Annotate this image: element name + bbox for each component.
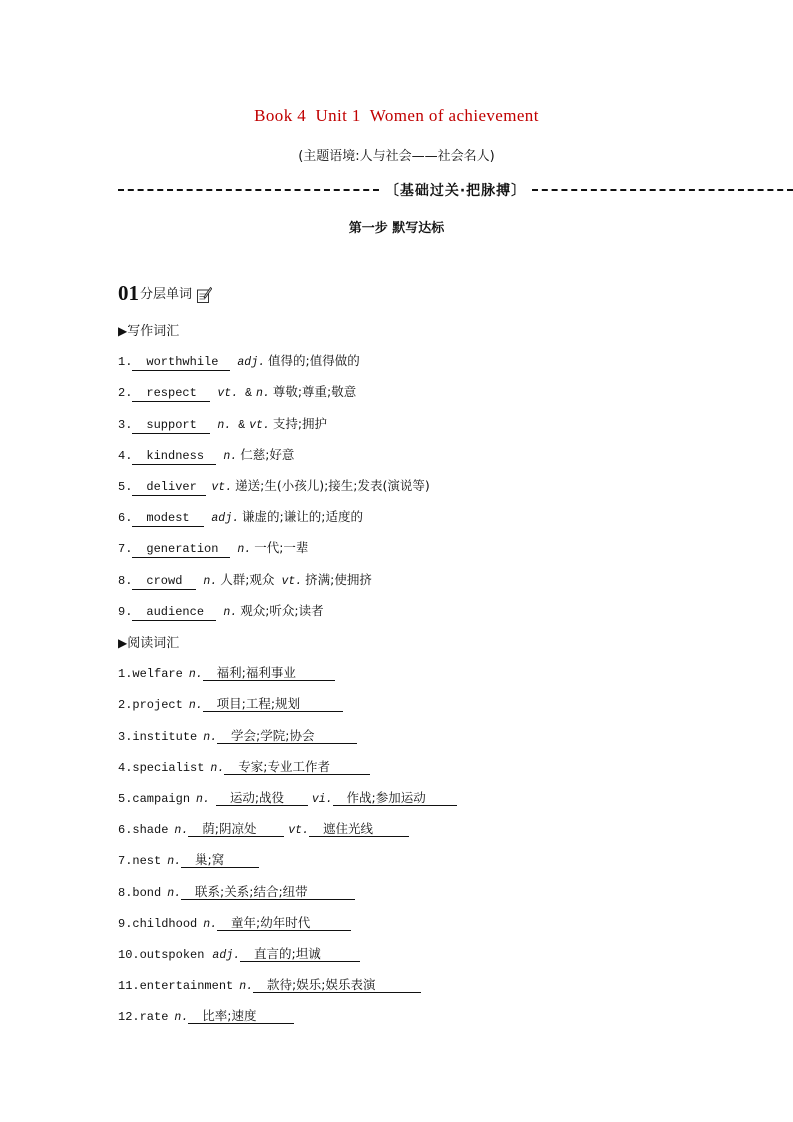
- divider-dash-right: [532, 189, 793, 191]
- part-of-speech: n.: [167, 887, 182, 900]
- section-divider: [118, 178, 793, 202]
- item-number: 1.: [118, 667, 133, 681]
- answer-blank: 项目;工程;规划: [203, 696, 343, 712]
- answer-blank: 童年;幼年时代: [217, 915, 351, 931]
- triangle-marker-icon: ▶: [118, 324, 128, 338]
- meaning-2: 挤满;使拥挤: [305, 572, 372, 587]
- part-of-speech: n.: [188, 699, 203, 712]
- word: welfare: [132, 667, 183, 681]
- word: outspoken: [139, 948, 205, 962]
- meaning: 尊敬;尊重;敬意: [272, 384, 357, 399]
- writing-item-9: [118, 601, 324, 621]
- reading-item-1: [118, 663, 335, 683]
- part-of-speech: n.: [223, 606, 238, 619]
- answer-blank: 专家;专业工作者: [224, 759, 370, 775]
- answer-blank: kindness: [132, 449, 216, 465]
- section-number: 01: [118, 281, 139, 305]
- meaning: 仁慈;好意: [240, 447, 295, 462]
- answer-blank-2: 作战;参加运动: [333, 790, 457, 806]
- divider-dash-left: [118, 189, 379, 191]
- item-number: 4.: [118, 761, 133, 775]
- reading-vocab-label: 阅读词汇: [127, 636, 180, 651]
- part-of-speech: n.: [237, 543, 252, 556]
- reading-item-11: [118, 975, 421, 995]
- reading-item-8: [118, 882, 355, 902]
- reading-item-7: [118, 850, 259, 870]
- answer-blank: modest: [132, 511, 204, 527]
- writing-item-3: [118, 414, 327, 434]
- word: institute: [132, 730, 198, 744]
- word: nest: [132, 854, 162, 868]
- answer-blank: respect: [132, 386, 210, 402]
- theme-context: (主题语境:人与社会——社会名人): [298, 149, 495, 164]
- meaning: 观众;听众;读者: [240, 603, 324, 618]
- item-number: 12.: [118, 1010, 140, 1024]
- item-number: 2.: [118, 698, 133, 712]
- triangle-marker-icon: ▶: [118, 636, 128, 650]
- answer-blank: 巢;窝: [181, 852, 259, 868]
- answer-blank: 直言的;坦诚: [240, 946, 360, 962]
- item-number: 9.: [118, 605, 133, 619]
- reading-item-2: [118, 694, 343, 714]
- answer-blank: generation: [132, 542, 230, 558]
- part-of-speech: vt.: [217, 387, 239, 400]
- word: rate: [139, 1010, 169, 1024]
- reading-item-5: [118, 788, 457, 808]
- meaning: 人群;观众: [220, 572, 275, 587]
- ampersand: &: [245, 387, 253, 400]
- answer-blank: support: [132, 418, 210, 434]
- part-of-speech: n.: [217, 419, 232, 432]
- item-number: 8.: [118, 886, 133, 900]
- word: bond: [132, 886, 162, 900]
- answer-blank: 荫;阴凉处: [188, 821, 284, 837]
- writing-item-7: [118, 538, 308, 558]
- answer-blank-2: 遮住光线: [309, 821, 409, 837]
- part-of-speech: n.: [196, 793, 210, 806]
- reading-item-3: [118, 726, 357, 746]
- item-number: 6.: [118, 823, 133, 837]
- item-number: 8.: [118, 574, 133, 588]
- answer-blank: 福利;福利事业: [203, 665, 335, 681]
- item-number: 9.: [118, 917, 133, 931]
- item-number: 11.: [118, 979, 140, 993]
- answer-blank: worthwhile: [132, 355, 230, 371]
- part-of-speech: vt.: [211, 481, 233, 494]
- writing-item-6: [118, 507, 363, 527]
- part-of-speech: adj.: [237, 356, 266, 369]
- item-number: 6.: [118, 511, 133, 525]
- word: entertainment: [139, 979, 234, 993]
- reading-item-6: [118, 819, 409, 839]
- writing-vocab-heading: [118, 320, 179, 339]
- part-of-speech: n.: [203, 918, 218, 931]
- item-number: 3.: [118, 418, 133, 432]
- part-of-speech: n.: [203, 575, 218, 588]
- word: specialist: [132, 761, 205, 775]
- item-number: 2.: [118, 386, 133, 400]
- item-number: 1.: [118, 355, 133, 369]
- item-number: 4.: [118, 449, 133, 463]
- reading-item-4: [118, 757, 370, 777]
- pencil-note-icon: [196, 286, 212, 304]
- item-number: 7.: [118, 854, 133, 868]
- reading-item-10: [118, 944, 360, 964]
- part-of-speech: n.: [188, 668, 203, 681]
- meaning: 支持;拥护: [272, 416, 328, 431]
- item-number: 3.: [118, 730, 133, 744]
- writing-item-4: [118, 445, 294, 465]
- section-heading: [118, 282, 212, 304]
- section-label: 分层单词: [140, 287, 193, 302]
- item-number: 5.: [118, 792, 133, 806]
- answer-blank: crowd: [132, 574, 196, 590]
- part-of-speech-2: n.: [256, 387, 270, 400]
- word: campaign: [132, 792, 191, 806]
- answer-blank: audience: [132, 605, 216, 621]
- part-of-speech-2: vt.: [249, 419, 270, 432]
- meaning: 一代;一辈: [254, 540, 309, 555]
- item-number: 7.: [118, 542, 133, 556]
- answer-blank: 比率;速度: [188, 1008, 294, 1024]
- meaning: 递送;生(小孩儿);接生;发表(演说等): [235, 478, 430, 493]
- part-of-speech: n.: [167, 855, 182, 868]
- part-of-speech-2: vt.: [288, 824, 309, 837]
- part-of-speech: n.: [210, 762, 225, 775]
- writing-vocab-label: 写作词汇: [127, 324, 180, 339]
- part-of-speech: adj.: [212, 949, 241, 962]
- answer-blank: deliver: [132, 480, 206, 496]
- word: project: [132, 698, 183, 712]
- divider-banner: 〔基础过关·把脉搏〕: [384, 183, 527, 199]
- answer-blank: 款待;娱乐;娱乐表演: [253, 977, 421, 993]
- part-of-speech-2: vi.: [311, 793, 333, 806]
- meaning: 值得的;值得做的: [268, 353, 360, 368]
- part-of-speech: n.: [174, 1011, 189, 1024]
- writing-item-1: [118, 351, 360, 371]
- reading-item-12: [118, 1006, 294, 1026]
- answer-blank: 学会;学院;协会: [217, 728, 357, 744]
- meaning: 谦虚的;谦让的;适度的: [242, 509, 363, 524]
- answer-blank: 联系;关系;结合;纽带: [181, 884, 355, 900]
- answer-blank: 运动;战役: [216, 790, 308, 806]
- word: shade: [132, 823, 169, 837]
- step-heading: 第一步 默写达标: [348, 221, 445, 236]
- part-of-speech: n.: [239, 980, 254, 993]
- ampersand: &: [238, 419, 246, 432]
- reading-vocab-heading: [118, 632, 179, 651]
- writing-item-2: [118, 382, 356, 402]
- writing-item-5: [118, 476, 430, 496]
- word: childhood: [132, 917, 198, 931]
- part-of-speech: n.: [203, 731, 218, 744]
- part-of-speech: adj.: [211, 512, 240, 525]
- part-of-speech: n.: [223, 450, 238, 463]
- page-title: Book 4 Unit 1 Women of achievement: [254, 106, 539, 125]
- writing-item-8: [118, 570, 372, 590]
- part-of-speech: n.: [174, 824, 189, 837]
- item-number: 5.: [118, 480, 133, 494]
- reading-item-9: [118, 913, 351, 933]
- item-number: 10.: [118, 948, 140, 962]
- part-of-speech-2: vt.: [281, 575, 303, 588]
